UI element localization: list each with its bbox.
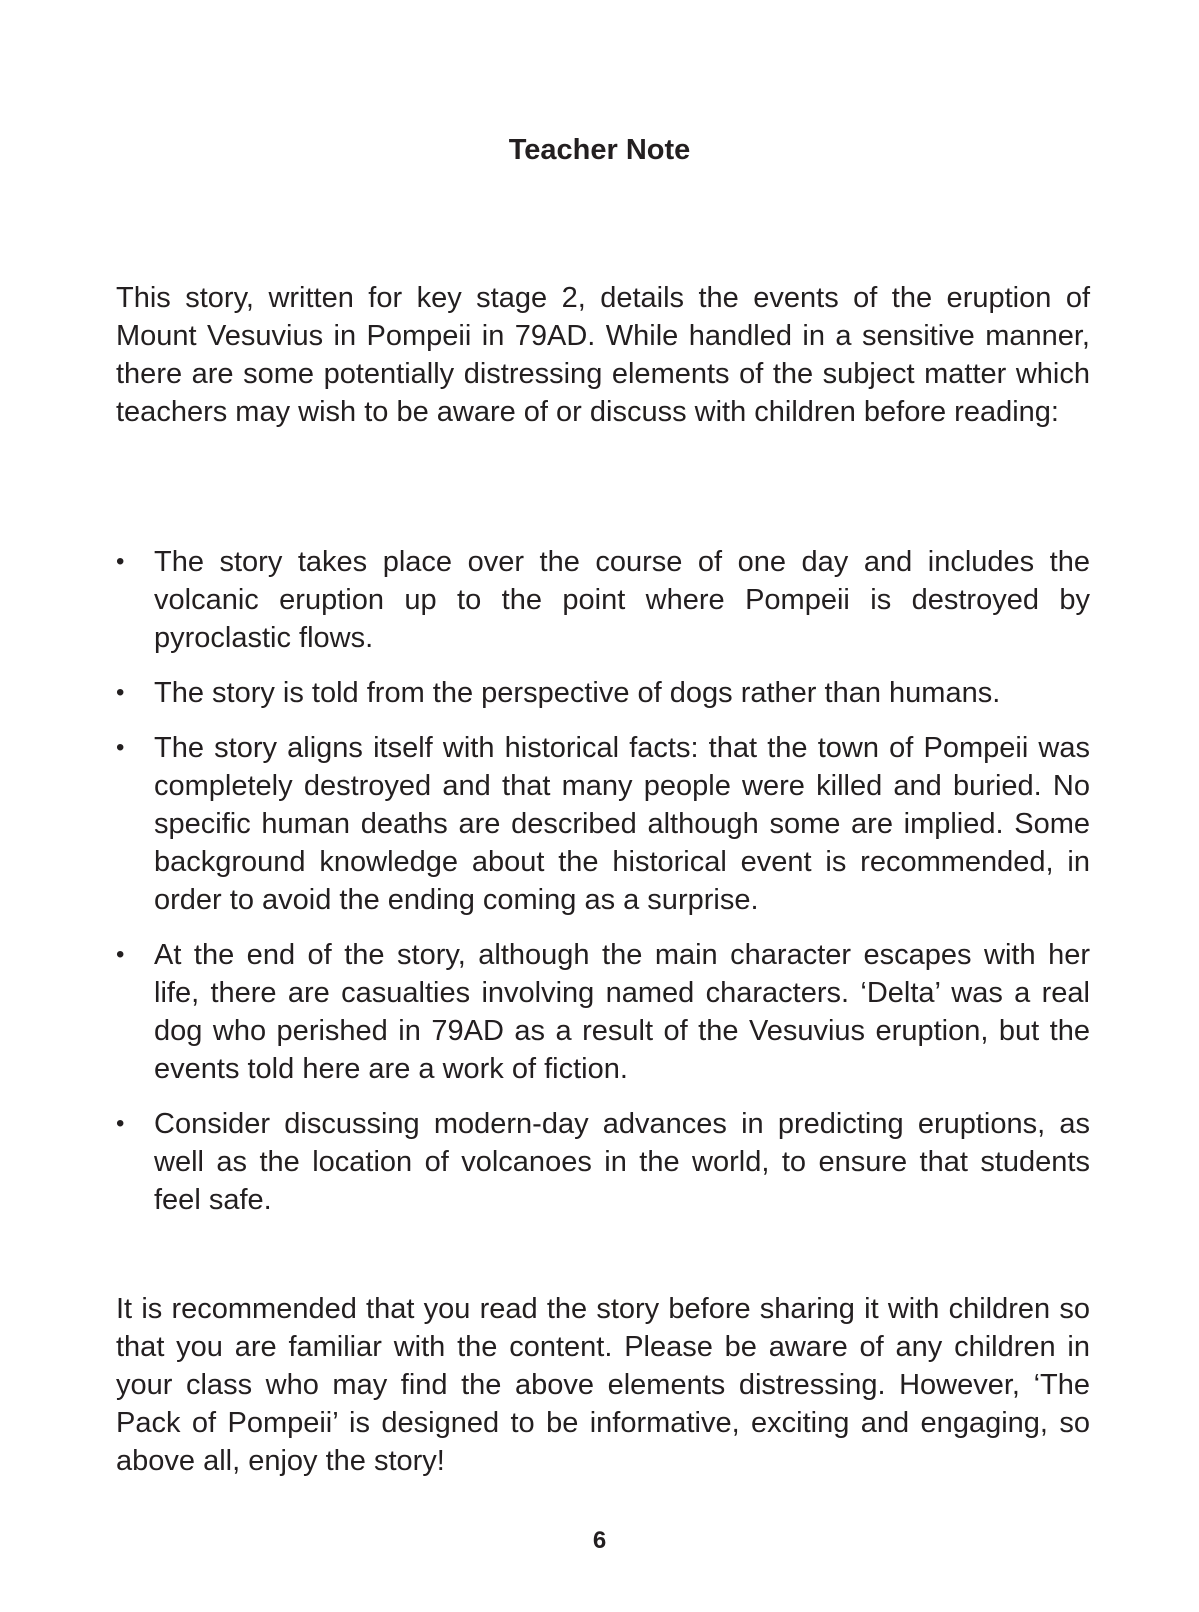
bullet-item: [116, 1105, 1090, 1219]
bullet-item: [116, 674, 1090, 712]
bullet-text: The story aligns itself with historical facts: that the town of Pompeii was completely destroyed and that many people were killed and buried. No specific human deaths are described although some are implied. Some background knowledge about the historical event is recommended, in order to avoid the ending coming as a surprise.: [154, 732, 1090, 916]
bullet-icon: •: [116, 679, 125, 706]
page-title: Teacher Note: [508, 134, 691, 166]
bullet-icon: •: [116, 941, 125, 968]
intro-paragraph: This story, written for key stage 2, details the events of the eruption of Mount Vesuvius in Pompeii in 79AD. While handled in a sensitive manner, there are some potentially distressing elements of the subject matter which teachers may wish to be aware of or discuss with children before reading:: [116, 282, 1090, 428]
closing-paragraph: It is recommended that you read the story before sharing it with children so that you are familiar with the content. Please be aware of any children in your class who may find the above elements distressing. However, ‘The Pack of Pompeii’ is designed to be informative, exciting and engaging, so above all, enjoy the story!: [116, 1293, 1090, 1477]
bullet-text: Consider discussing modern-day advances in predicting eruptions, as well as the location of volcanoes in the world, to ensure that students feel safe.: [154, 1108, 1090, 1216]
page-number: 6: [592, 1527, 607, 1554]
bullet-text: At the end of the story, although the main character escapes with her life, there are casualties involving named characters. ‘Delta’ was a real dog who perished in 79AD as a result of the Vesuvius eruption, but the events told here are a work of fiction.: [154, 939, 1090, 1085]
bullet-text: The story takes place over the course of one day and includes the volcanic eruption up to the point where Pompeii is destroyed by pyroclastic flows.: [154, 546, 1090, 654]
bullet-icon: •: [116, 1110, 125, 1137]
bullet-icon: •: [116, 734, 125, 761]
bullet-item: [116, 729, 1090, 919]
bullet-list: [116, 543, 1090, 1236]
bullet-item: [116, 936, 1090, 1088]
bullet-text: The story is told from the perspective of dogs rather than humans.: [154, 677, 1001, 709]
bullet-icon: •: [116, 548, 125, 575]
bullet-item: [116, 543, 1090, 657]
